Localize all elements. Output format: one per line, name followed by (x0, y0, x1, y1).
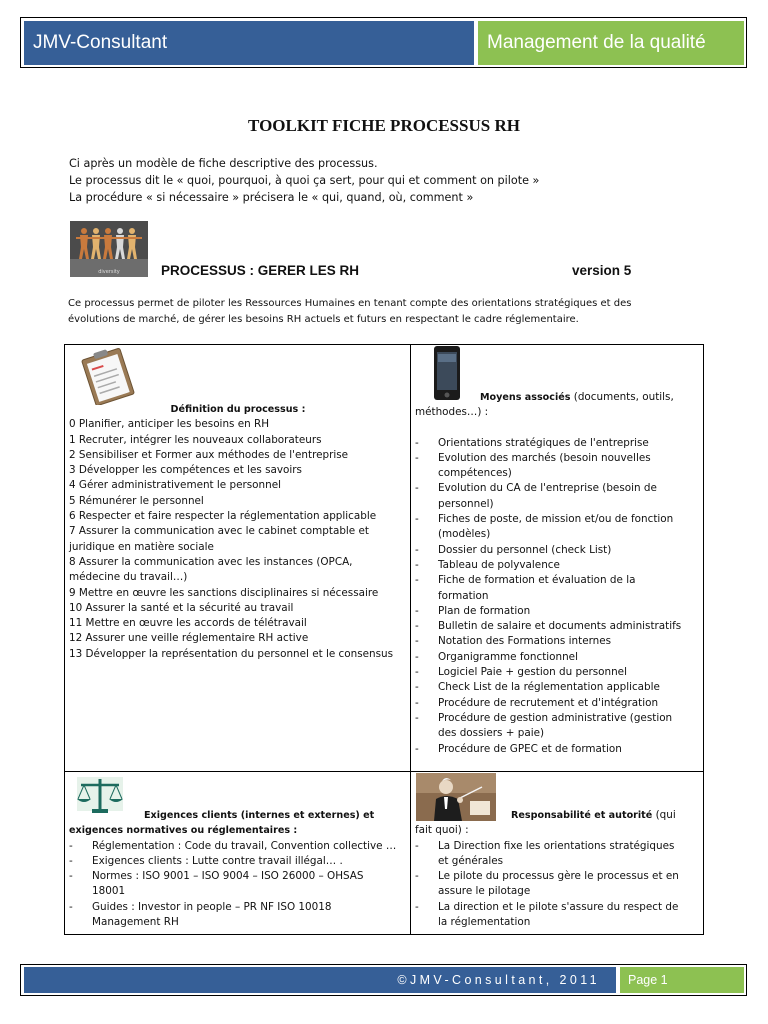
bullet-dash: - (415, 482, 419, 495)
list-item-text: Le pilote du processus gère le processus et en (438, 870, 679, 883)
list-item (415, 742, 699, 757)
definition-line: 11 Mettre en œuvre les accords de télétravail (69, 617, 307, 630)
table-divider (410, 344, 411, 935)
list-item-text: Organigramme fonctionnel (438, 650, 578, 663)
list-item (415, 573, 699, 604)
exigences-title: Exigences clients (internes et externes) et (144, 810, 375, 821)
list-item (69, 839, 407, 854)
list-item (415, 680, 699, 695)
definition-line: 12 Assurer une veille réglementaire RH active (69, 632, 309, 645)
bullet-dash: - (69, 870, 73, 883)
table-divider (64, 771, 704, 772)
list-item-text: Guides : Investor in people – PR NF ISO 10018 (92, 900, 332, 913)
exigences-cell (69, 808, 407, 930)
footer-page-number: Page 1 (620, 967, 744, 993)
definition-cell (69, 402, 407, 662)
clipboard-icon (74, 347, 142, 409)
definition-line: 3 Développer les compétences et les savoirs (69, 464, 302, 477)
bullet-dash: - (415, 666, 419, 679)
definition-line: 4 Gérer administrativement le personnel (69, 479, 281, 492)
list-item-text: Orientations stratégiques de l'entreprise (438, 436, 649, 449)
list-item (415, 512, 699, 543)
list-item (415, 436, 699, 451)
intro-line: La procédure « si nécessaire » précisera le « qui, quand, où, comment » (69, 191, 474, 204)
list-item (415, 665, 699, 680)
list-item-text: (modèles) (438, 528, 491, 541)
bullet-dash: - (415, 742, 419, 755)
list-item (415, 696, 699, 711)
exigences-list (69, 839, 407, 931)
bullet-dash: - (415, 681, 419, 694)
list-item-text: Check List de la réglementation applicable (438, 681, 660, 694)
list-item-text: La direction et le pilote s'assure du respect de (438, 900, 679, 913)
header-section: Management de la qualité (478, 21, 744, 65)
bullet-dash: - (415, 451, 419, 464)
footer-copyright: ©JMV-Consultant, 2011 (24, 967, 616, 993)
list-item-text: Tableau de polyvalence (438, 558, 560, 571)
bullet-dash: - (415, 513, 419, 526)
definition-title: Définition du processus : (170, 404, 306, 415)
intro-text (69, 155, 709, 206)
list-item-text: Notation des Formations internes (438, 635, 612, 648)
list-item (415, 481, 699, 512)
bullet-dash: - (415, 635, 419, 648)
list-item-text: Plan de formation (438, 604, 531, 617)
moyens-title-line2: méthodes…) : (415, 406, 489, 419)
list-item-text: et générales (438, 854, 504, 867)
list-item (415, 604, 699, 619)
list-item-text: Normes : ISO 9001 – ISO 9004 – ISO 26000 – OHSAS (92, 870, 364, 883)
list-item (415, 558, 699, 573)
moyens-title: Moyens associés (480, 392, 571, 403)
list-item (69, 900, 407, 931)
list-item-text: Réglementation : Code du travail, Convention collective … (92, 839, 397, 852)
list-item-text: Management RH (92, 916, 179, 929)
list-item-text: formation (438, 589, 489, 602)
list-item-text: compétences) (438, 467, 512, 480)
list-item (415, 839, 699, 870)
exigences-title-line2: exigences normatives ou réglementaires : (69, 825, 298, 837)
bullet-dash: - (415, 711, 419, 724)
responsabilite-list (415, 839, 699, 931)
bullet-dash: - (415, 839, 419, 852)
bullet-dash: - (415, 650, 419, 663)
list-item (69, 854, 407, 869)
responsabilite-title-line2: fait quoi) : (415, 824, 469, 837)
summary-line: Ce processus permet de piloter les Ressources Humaines en tenant compte des orientations stratégiques et des (68, 298, 632, 309)
list-item-text: Procédure de GPEC et de formation (438, 742, 622, 755)
bullet-dash: - (415, 574, 419, 587)
list-item-text: Procédure de gestion administrative (gestion (438, 711, 673, 724)
list-item-text: La Direction fixe les orientations stratégiques (438, 839, 675, 852)
bullet-dash: - (415, 604, 419, 617)
definition-line: juridique en matière sociale (69, 540, 214, 553)
process-version: version 5 (572, 263, 632, 278)
moyens-cell (415, 390, 699, 757)
definition-line: 10 Assurer la santé et la sécurité au travail (69, 601, 294, 614)
intro-line: Le processus dit le « quoi, pourquoi, à quoi ça sert, pour qui et comment on pilote » (69, 174, 540, 187)
bullet-dash: - (69, 900, 73, 913)
definition-line: 1 Recruter, intégrer les nouveaux collaborateurs (69, 433, 322, 446)
bullet-dash: - (415, 900, 419, 913)
list-item-text: la réglementation (438, 916, 531, 929)
definition-line: 9 Mettre en œuvre les sanctions disciplinaires si nécessaire (69, 586, 379, 599)
definition-line: 13 Développer la représentation du personnel et le consensus (69, 647, 394, 660)
list-item (415, 650, 699, 665)
bullet-dash: - (415, 870, 419, 883)
bullet-dash: - (415, 620, 419, 633)
bullet-dash: - (69, 854, 73, 867)
definition-line: 2 Sensibiliser et Former aux méthodes de l'entreprise (69, 448, 349, 461)
bullet-dash: - (69, 839, 73, 852)
list-item-text: Procédure de recrutement et d'intégration (438, 696, 659, 709)
definition-line: médecine du travail…) (69, 571, 188, 584)
definition-line: 5 Rémunérer le personnel (69, 494, 204, 507)
list-item-text: Evolution des marchés (besoin nouvelles (438, 451, 651, 464)
bullet-dash: - (415, 558, 419, 571)
bullet-dash: - (415, 696, 419, 709)
list-item-text: 18001 (92, 885, 126, 898)
summary-line: évolutions de marché, de gérer les besoins RH actuels et futurs en respectant le cadre réglementaire. (68, 314, 579, 325)
process-summary (68, 296, 708, 328)
responsabilite-cell (415, 808, 699, 930)
header-brand: JMV-Consultant (24, 21, 474, 65)
bullet-dash: - (415, 436, 419, 449)
list-item (69, 869, 407, 900)
list-item (415, 900, 699, 931)
people-chain-photo (70, 221, 148, 277)
list-item-text: Bulletin de salaire et documents administratifs (438, 620, 682, 633)
moyens-title-rest: (documents, outils, (570, 391, 674, 403)
list-item (415, 619, 699, 634)
list-item (415, 543, 699, 558)
definition-line: 7 Assurer la communication avec le cabinet comptable et (69, 525, 369, 538)
list-item-text: assure le pilotage (438, 885, 531, 898)
document-title: TOOLKIT FICHE PROCESSUS RH (248, 116, 520, 135)
list-item-text: Dossier du personnel (check List) (438, 543, 612, 556)
responsabilite-title-rest: (qui (652, 809, 676, 821)
list-item-text: Logiciel Paie + gestion du personnel (438, 666, 627, 679)
bullet-dash: - (415, 543, 419, 556)
definition-line: 0 Planifier, anticiper les besoins en RH (69, 418, 270, 431)
list-item-text: Fiches de poste, de mission et/ou de fonction (438, 513, 674, 526)
list-item (415, 451, 699, 482)
list-item-text: Fiche de formation et évaluation de la (438, 574, 636, 587)
responsabilite-title: Responsabilité et autorité (511, 810, 653, 821)
list-item-text: personnel) (438, 497, 494, 510)
list-item-text: des dossiers + paie) (438, 727, 545, 740)
list-item (415, 869, 699, 900)
process-title: PROCESSUS : GERER LES RH (161, 263, 360, 278)
list-item-text: Exigences clients : Lutte contre travail illégal… . (92, 854, 343, 867)
photo-caption: diversity (98, 269, 120, 275)
intro-line: Ci après un modèle de fiche descriptive des processus. (69, 157, 378, 170)
list-item (415, 634, 699, 649)
moyens-list (415, 436, 699, 757)
definition-line: 8 Assurer la communication avec les instances (OPCA, (69, 555, 353, 568)
definition-line: 6 Respecter et faire respecter la réglementation applicable (69, 510, 377, 523)
list-item-text: Evolution du CA de l'entreprise (besoin de (438, 482, 657, 495)
list-item (415, 711, 699, 742)
